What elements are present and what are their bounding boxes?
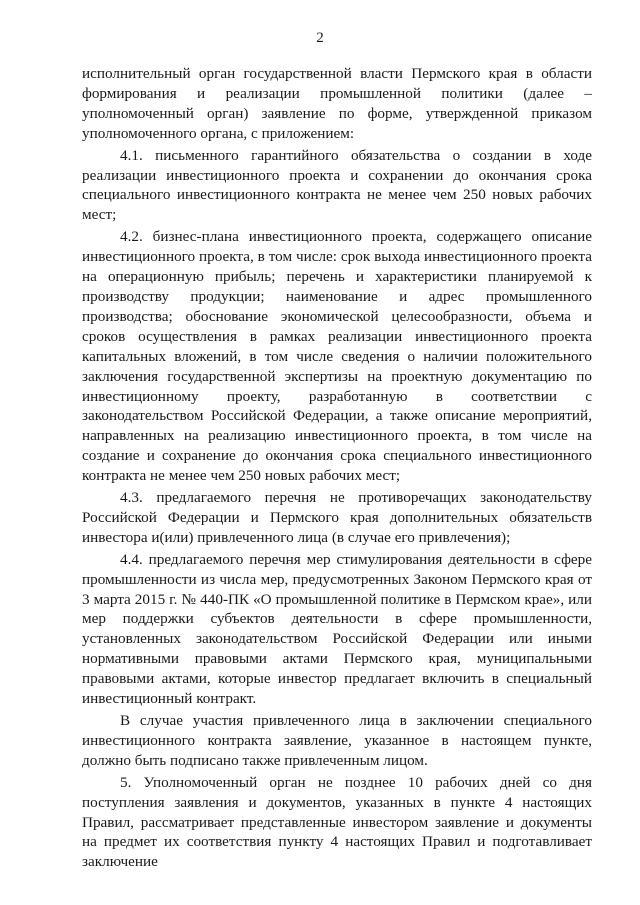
- paragraph-4-2: 4.2. бизнес-плана инвестиционного проекта, содержащего описание инвестиционного проекта, в том числе: срок выхода инвестиционного проекта на операционную прибыль; перечень и характеристики планируемой к производству продукции; наименование и адрес промышленного производства; обоснование экономической целесообразности, объема и сроков осуществления в рамках реализации инвестиционного проекта капитальных вложений, в том числе сведения о наличии положительного заключения государственной экспертизы на проектную документацию по инвестиционному проекту, разработанную в соответствии с законодательством Российской Федерации, а также описание мероприятий, направленных на реализацию инвестиционного проекта, в том числе на создание и сохранение до окончания срока специального инвестиционного контракта не менее чем 250 новых рабочих мест;: [82, 228, 592, 485]
- page-number: 2: [316, 30, 324, 46]
- paragraph-4-1: 4.1. письменного гарантийного обязательства о создании в ходе реализации инвестиционного проекта и сохранении до окончания срока специального инвестиционного контракта не менее чем 250 новых рабочих мест;: [82, 146, 592, 224]
- paragraph-intro: исполнительный орган государственной власти Пермского края в области формирования и реализации промышленной политики (далее – уполномоченный орган) заявление по форме, утвержденной приказом уполномоченного органа, с приложением:: [82, 65, 592, 142]
- paragraph-5: 5. Уполномоченный орган не позднее 10 рабочих дней со дня поступления заявления и документов, указанных в пункте 4 настоящих Правил, рассматривает представленные инвестором заявление и документы на предмет их соответствия пункту 4 настоящих Правил и подготавливает заключение: [82, 773, 592, 871]
- document-body: [82, 64, 592, 874]
- paragraph-attracted-party: В случае участия привлеченного лица в заключении специального инвестиционного контракта заявление, указанное в настоящем пункте, должно быть подписано также привлеченным лицом.: [82, 712, 592, 769]
- paragraph-4-4: 4.4. предлагаемого перечня мер стимулирования деятельности в сфере промышленности из числа мер, предусмотренных Законом Пермского края от 3 марта 2015 г. № 440-ПК «О промышленной политике в Пермском крае», или мер поддержки субъектов деятельности в сфере промышленности, установленных законодательством Российской Федерации или иными нормативными правовыми актами Пермского края, муниципальными правовыми актами, которые инвестор предлагает включить в специальный инвестиционный контракт.: [82, 550, 592, 708]
- paragraph-4-3: 4.3. предлагаемого перечня не противоречащих законодательству Российской Федерации и Пермского края дополнительных обязательств инвестора и(или) привлеченного лица (в случае его привлечения);: [82, 489, 592, 546]
